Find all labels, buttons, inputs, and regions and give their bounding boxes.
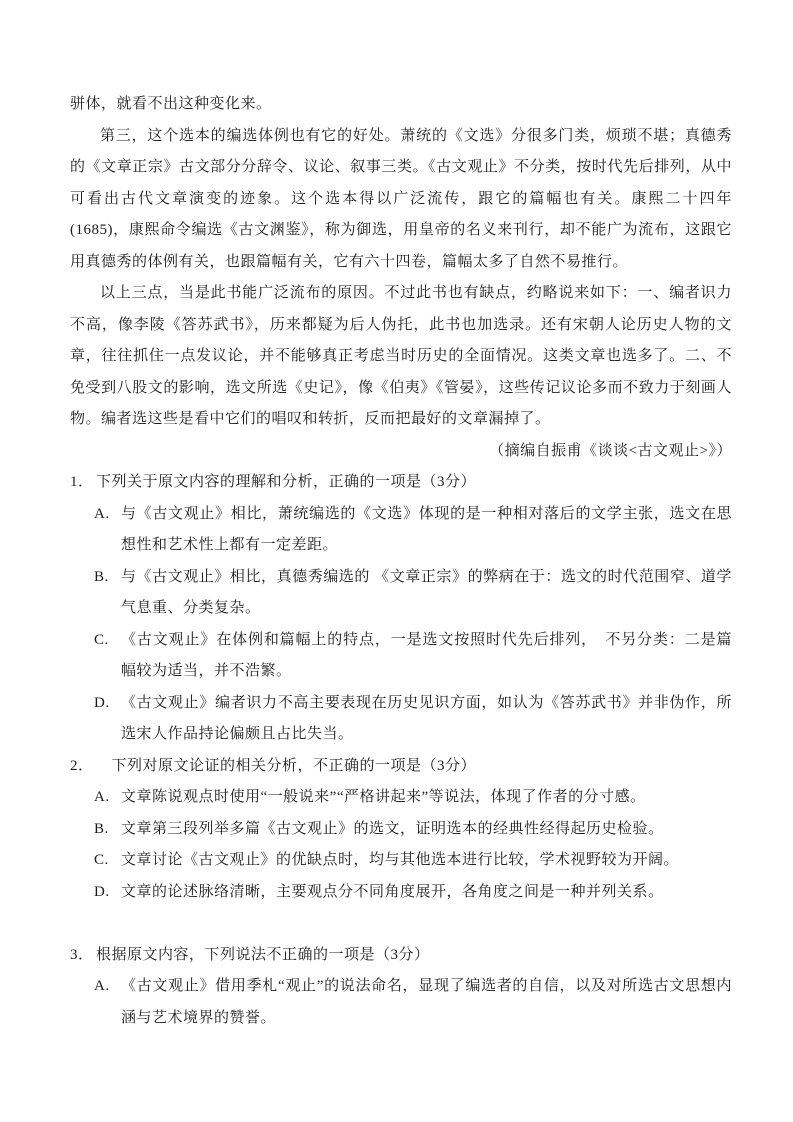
option-text: 与《古文观止》相比，真德秀编选的 《文章正宗》的弊病在于：选文的时代范围窄、道学气息重、分类复杂。 [121,568,732,616]
question-1-option-a [94,499,732,562]
page-content [70,89,732,1034]
question-3 [70,940,732,1035]
option-label: C. [94,852,109,868]
question-2-option-d [94,877,732,909]
question-2 [70,751,732,909]
question-2-option-a [94,782,732,814]
passage-paragraph: 以上三点，当是此书能广泛流布的原因。不过此书也有缺点，约略说来如下：一、编者识力不高，像李陵《答苏武书》，历来都疑为后人伪托，此书也加选录。还有宋朝人论历史人物的文章，往往抓住一点发议论，并不能够真正考虑当时历史的全面情况。这类文章也选多了。二、不免受到八股文的影响，选文所选《史记》，像《伯夷》《管晏》，这些传记议论多而不致力于刻画人物。编者选这些是看中它们的唱叹和转折，反而把最好的文章漏掉了。 [70,285,732,427]
question-3-stem-row [70,940,732,972]
option-text: 文章的论述脉络清晰，主要观点分不同角度展开，各角度之间是一种并列关系。 [121,883,664,900]
question-1 [70,467,732,751]
question-stem: 下列对原文论证的相关分析，不正确的一项是（3分） [96,757,477,774]
question-number: 3． [70,946,94,963]
passage-paragraph: 第三，这个选本的编选体例也有它的好处。萧统的《文选》分很多门类，烦琐不堪；真德秀的《文章正宗》古文部分分辞令、议论、叙事三类。《古文观止》不分类，按时代先后排列，从中可看出古代文章演变的迹象。这个选本得以广泛流传，跟它的篇幅也有关。康熙二十四年(1685)，康熙命令编选《古文渊鉴》，称为御选，用皇帝的名义来刊行，却不能广为流布，这跟它用真德秀的体例有关，也跟篇幅有关，它有六十四卷，篇幅太多了自然不易推行。 [70,127,732,270]
option-label: D. [94,883,110,900]
option-label: C. [94,631,109,648]
question-number: 1． [70,474,94,490]
option-text: 文章第三段列举多篇《古文观止》的选文，证明选本的经典性经得起历史检验。 [121,820,664,837]
question-2-option-b [94,814,732,846]
passage-paragraph-continuation: 骈体，就看不出这种变化来。 [70,96,272,112]
option-label: A. [94,789,110,805]
option-label: B. [94,568,109,585]
option-text: 《古文观止》借用季札“观止”的说法命名，显现了编选者的自信，以及对所选古文思想内涵与艺术境界的赞誉。 [121,978,732,1026]
question-1-option-c [94,625,732,688]
question-3-option-a [94,971,732,1034]
passage-attribution: （摘编自振甫《谈谈<古文观止>》） [489,442,732,459]
question-1-option-b [94,562,732,625]
question-1-stem-row [70,467,732,499]
option-text: 《古文观止》编者识力不高主要表现在历史见识方面，如认为《答苏武书》并非伪作，所选宋人作品持论偏颇且占比失当。 [121,694,732,742]
option-text: 与《古文观止》相比，萧统编选的《文选》体现的是一种相对落后的文学主张，选文在思想性和艺术性上都有一定差距。 [121,505,732,553]
question-stem: 下列关于原文内容的理解和分析，正确的一项是（3分） [96,474,477,490]
option-text: 文章讨论《古文观止》的优缺点时，均与其他选本进行比较，学术视野较为开阔。 [121,852,680,868]
question-2-stem-row [70,751,732,783]
question-1-option-d [94,688,732,751]
question-2-option-c [94,845,732,877]
question-stem: 根据原文内容，下列说法不正确的一项是（3分） [96,946,430,963]
option-label: D. [94,694,110,711]
option-label: A. [94,505,110,522]
option-label: B. [94,820,109,837]
option-label: A. [94,978,110,994]
question-number: 2． [70,757,94,774]
option-text: 《古文观止》在体例和篇幅上的特点，一是选文按照时代先后排列， 不另分类：二是篇幅较为适当，并不浩繁。 [121,631,732,679]
option-text: 文章陈说观点时使用“一般说来”“严格讲起来”等说法，体现了作者的分寸感。 [121,789,646,805]
